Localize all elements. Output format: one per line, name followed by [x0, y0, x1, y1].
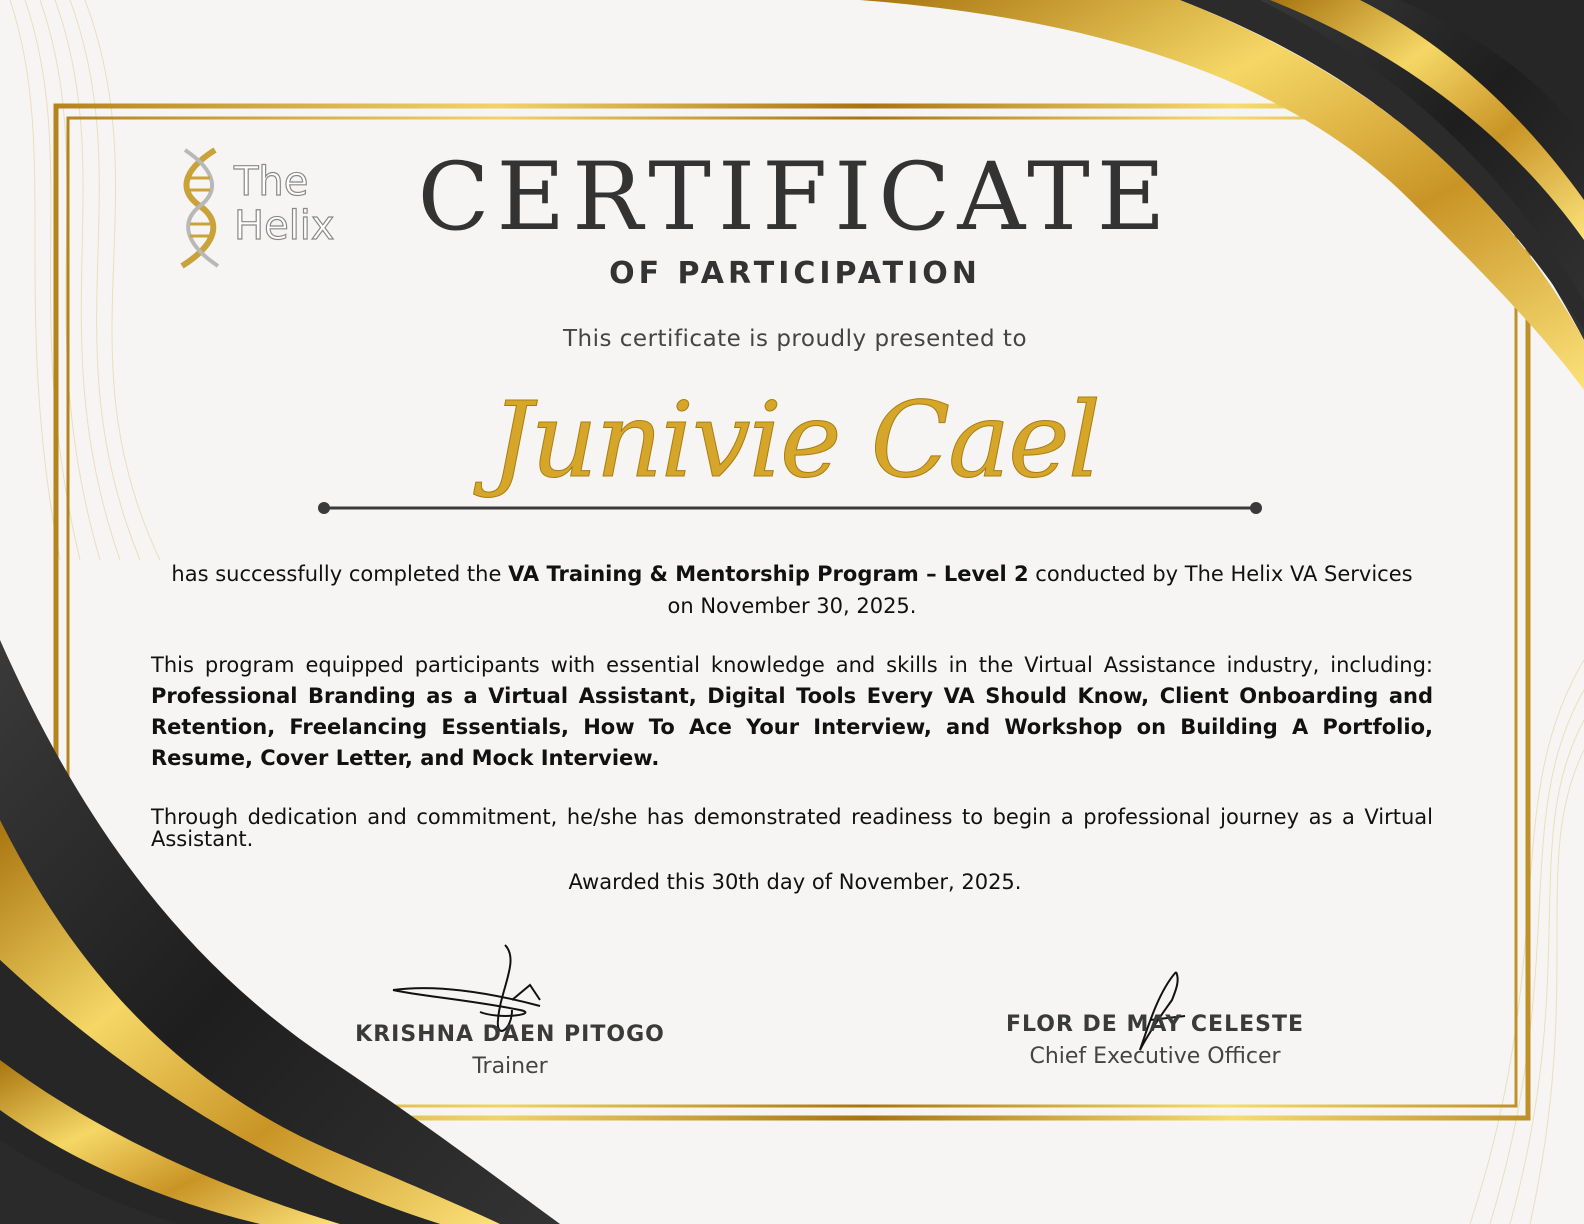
line-pattern-left: [10, 0, 160, 560]
certificate-title: CERTIFICATE: [417, 143, 1173, 252]
ceo-name: FLOR DE MAY CELESTE: [1005, 1012, 1305, 1037]
underline-dot-left: [318, 502, 330, 514]
company-logo: [170, 142, 370, 272]
logo-line-1: The: [234, 159, 309, 205]
program-intro: This program equipped participants with essential knowledge and skills in the Virtual Assistance industry, including:: [151, 653, 1433, 677]
program-topics: Professional Branding as a Virtual Assistant, Digital Tools Every VA Should Know, Client Onboarding and Retention, Freelancing Essentials, How To Ace Your Interview, and Workshop on Building A Portfolio, Resume, Cover Letter, and Mock Interview.: [151, 684, 1433, 770]
awarded-date: Awarded this 30th day of November, 2025.: [568, 870, 1022, 894]
underline-dot-right: [1250, 502, 1262, 514]
ceo-role: Chief Executive Officer: [1029, 1044, 1281, 1069]
completion-prefix: has successfully completed the: [171, 562, 509, 586]
program-description: [151, 650, 1433, 774]
signature-ceo: [1140, 972, 1185, 1050]
trainer-name: KRISHNA DAEN PITOGO: [355, 1022, 665, 1047]
dna-icon: [170, 142, 230, 272]
logo-line-2: Helix: [234, 203, 335, 249]
completion-statement: [160, 558, 1424, 622]
program-name: VA Training & Mentorship Program – Level 2: [508, 562, 1029, 586]
presented-to-text: This certificate is proudly presented to: [562, 326, 1028, 352]
signature-trainer: [393, 945, 540, 1031]
completion-suffix: conducted by The Helix VA Services on November 30, 2025.: [667, 562, 1413, 618]
certificate-subtitle: OF PARTICIPATION: [609, 256, 981, 291]
recipient-name: Junivie Cael: [491, 379, 1099, 501]
trainer-role: Trainer: [472, 1054, 548, 1079]
dedication-statement: Through dedication and commitment, he/she has demonstrated readiness to begin a professional journey as a Virtual Assistant.: [151, 805, 1433, 851]
